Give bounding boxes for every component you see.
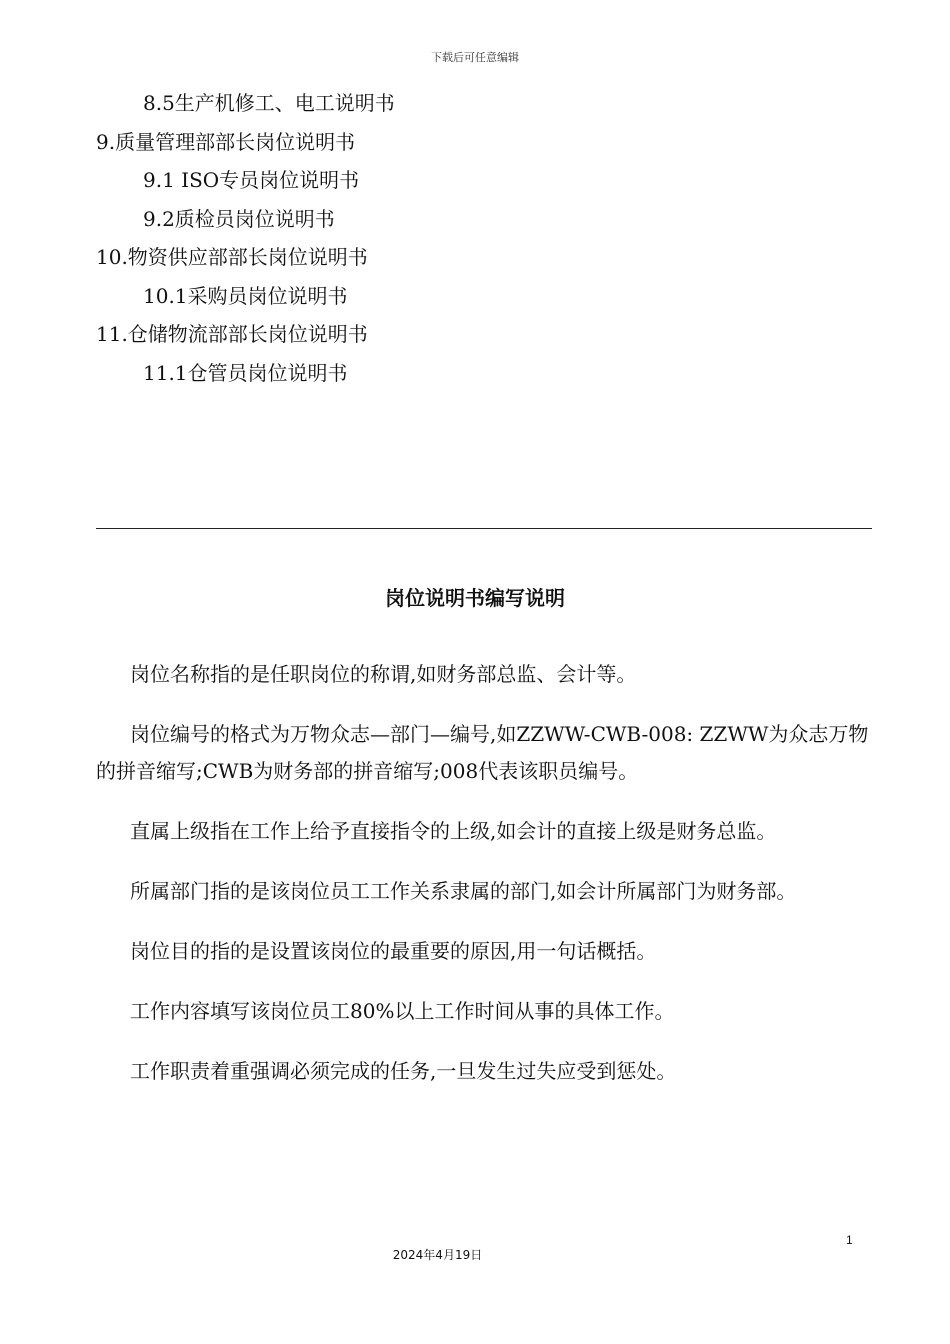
toc-item: 10.1采购员岗位说明书 — [143, 283, 348, 308]
table-of-contents — [96, 84, 856, 392]
section-body — [96, 656, 886, 1113]
toc-item: 9.2质检员岗位说明书 — [143, 206, 335, 231]
page-number: 1 — [846, 1233, 853, 1247]
paragraph-position-purpose: 岗位目的指的是设置该岗位的最重要的原因,用一句话概括。 — [130, 939, 657, 963]
toc-item: 11.1仓管员岗位说明书 — [143, 360, 348, 385]
header-note: 下载后可任意编辑 — [431, 51, 519, 64]
toc-item: 8.5生产机修工、电工说明书 — [143, 91, 395, 115]
paragraph-position-name: 岗位名称指的是任职岗位的称谓,如财务部总监、会计等。 — [130, 662, 637, 686]
paragraph-work-content: 工作内容填写该岗位员工80%以上工作时间从事的具体工作。 — [130, 999, 675, 1023]
toc-item: 9.1 ISO专员岗位说明书 — [143, 168, 360, 192]
paragraph-position-code: 岗位编号的格式为万物众志—部门—编号,如ZZWW-CWB-008: ZZWW为众志万物的拼音缩写;CWB为财务部的拼音缩写;008代表该职员编号。 — [96, 722, 869, 783]
section-divider — [96, 528, 872, 529]
paragraph-department: 所属部门指的是该岗位员工工作关系隶属的部门,如会计所属部门为财务部。 — [130, 879, 797, 903]
paragraph-direct-superior: 直属上级指在工作上给予直接指令的上级,如会计的直接上级是财务总监。 — [130, 819, 777, 843]
toc-item: 9.质量管理部部长岗位说明书 — [96, 129, 356, 154]
section-title: 岗位说明书编写说明 — [385, 586, 565, 610]
toc-item: 11.仓储物流部部长岗位说明书 — [96, 322, 368, 346]
footer-date: 2024年4月19日 — [392, 1248, 483, 1262]
toc-item: 10.物资供应部部长岗位说明书 — [96, 245, 368, 269]
paragraph-responsibilities: 工作职责着重强调必须完成的任务,一旦发生过失应受到惩处。 — [130, 1059, 677, 1083]
